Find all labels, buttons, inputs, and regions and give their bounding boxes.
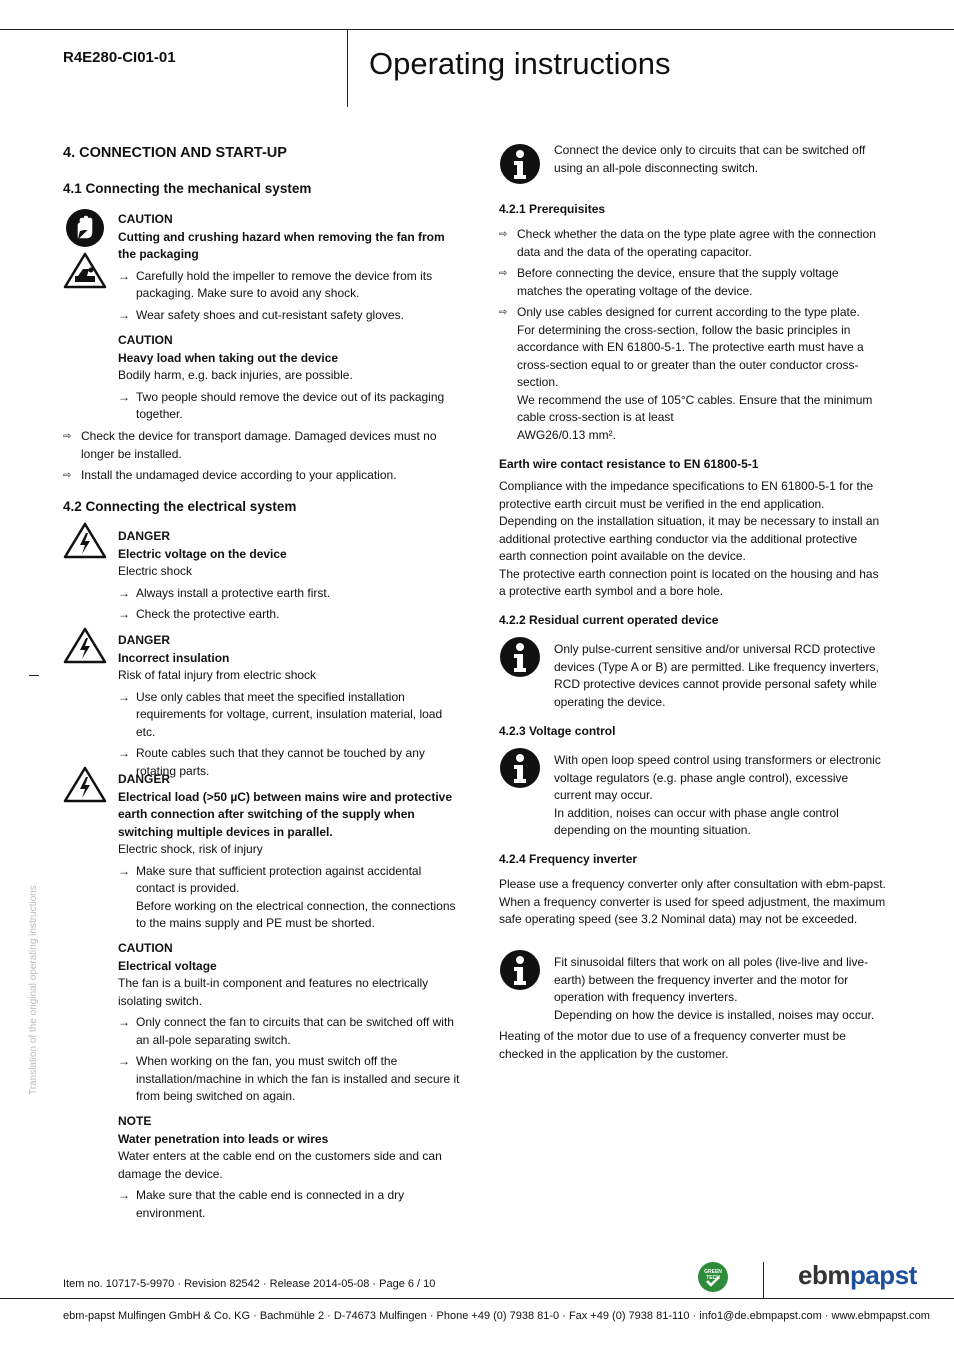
note-text: Water enters at the cable end on the customers side and can damage the device. [118,1149,442,1181]
caution-title: Heavy load when taking out the device [118,350,339,365]
instruction-item: → Make sure that sufficient protection against accidental contact is provided. Before working on the electrical connection, the connections to the mains supply and PE must be shorted. [118,863,456,930]
danger-title: Incorrect insulation [118,650,230,665]
info-switch-text: Connect the device only to circuits that can be switched off using an all-pole disconnecting switch. [554,143,866,175]
subsection-4-2: 4.2 Connecting the electrical system [63,499,297,514]
instruction-item: → Wear safety shoes and cut-resistant safety gloves. [118,307,404,322]
instruction-item: → Make sure that the cable end is connected in a dry environment. [118,1188,405,1220]
header-rule [0,29,954,30]
caution-cutting-block [118,211,463,324]
crushing-hazard-icon [63,252,107,290]
caution-title: Electrical voltage [118,958,217,973]
note-label: NOTE [118,1114,152,1128]
section-title: 4. CONNECTION AND START-UP [63,145,287,161]
note-title: Water penetration into leads or wires [118,1131,329,1146]
danger-voltage-block [118,528,463,624]
bullet-item: ⇨ Check whether the data on the type plate agree with the connection data and the data of the operating capacitor. [499,227,876,259]
instruction-item: → Two people should remove the device out of its packaging together. [118,389,445,421]
svg-text:TECH: TECH [706,1275,720,1281]
danger-insulation-block [118,632,463,780]
electric-hazard-icon [63,522,107,560]
subsection-4-2-4: 4.2.4 Frequency inverter [499,852,638,866]
caution-label: CAUTION [118,333,173,347]
gloves-icon [65,208,105,248]
green-tech-badge-icon [697,1261,729,1293]
subsection-4-2-2: 4.2.2 Residual current operated device [499,613,719,627]
subsection-4-2-1: 4.2.1 Prerequisites [499,202,606,216]
info-icon [499,949,541,991]
motor-heating-text: Heating of the motor due to use of a frequency converter must be checked in the application by the customer. [499,1029,846,1061]
caution-text: Bodily harm, e.g. back injuries, are possible. [118,368,353,382]
instruction-item: → Route cables such that they cannot be touched by any rotating parts. [118,746,425,778]
danger-electrical-load-block [118,771,463,933]
margin-tick [29,675,39,676]
company-address: ebm-papst Mulfingen GmbH & Co. KG · Bachmühle 2 · D-74673 Mulfingen · Phone +49 (0) 7938 81-0 · Fax +49 (0) 7938 81-110 · info1@de.ebmpapst.com · www.ebmpapst.com [63,1310,930,1322]
ebmpapst-logo: ebmpapst [798,1260,917,1290]
logo-divider [763,1262,764,1298]
danger-text: Electric shock [118,564,193,578]
subsection-4-1: 4.1 Connecting the mechanical system [63,181,312,196]
bullet-item: ⇨ Before connecting the device, ensure that the supply voltage matches the operating voltage of the device. [499,266,839,298]
prerequisites-list [499,226,887,444]
header-divider [347,30,348,107]
side-note: Translation of the original operating instructions [28,885,39,1095]
instruction-item: → Check the protective earth. [118,607,280,621]
danger-label: DANGER [118,529,171,543]
caution-title: Cutting and crushing hazard when removing the fan from the packaging [118,229,445,261]
voltage-control-text: With open loop speed control using transformers or electronic voltage regulators (e.g. phase angle control), excessive current may occur. In addition, noises can occur with phase angle control depending on the mounting situation. [554,753,881,837]
note-water-block [118,1113,463,1222]
subsection-4-2-3: 4.2.3 Voltage control [499,724,616,738]
caution-label: CAUTION [118,212,173,226]
bullet-item: ⇨ Only use cables designed for current according to the type plate. For determining the cross-section, follow the basic principles in accordance with EN 61800-5-1. The protective earth must have a cross-section equal to or greater than the outer conductor cross-section. We recommend the use of 105°C cables. Ensure that the minimum cable cross-section is at least AWG26/0.13 mm². [499,305,873,442]
earth-heading: Earth wire contact resistance to EN 61800-5-1 [499,457,759,471]
electric-hazard-icon [63,766,107,804]
caution-text: The fan is a built-in component and features no electrically isolating switch. [118,976,429,1008]
instruction-item: → Only connect the fan to circuits that can be switched off with an all-pole separating switch. [118,1015,454,1047]
electric-hazard-icon [63,627,107,665]
danger-label: DANGER [118,772,171,786]
document-title: Operating instructions [369,46,671,81]
sinusoidal-filter-text: Fit sinusoidal filters that work on all poles (live-live and live-earth) between the frequency inverter and the motor for operation with frequency inverters. Depending on how the device is installed, noises may occur. [554,955,875,1022]
info-icon [499,636,541,678]
danger-text: Risk of fatal injury from electric shock [118,668,317,682]
info-icon [499,143,541,185]
caution-heavy-block [118,332,463,424]
instruction-item: → Carefully hold the impeller to remove the device from its packaging. Make sure to avoid any shock. [118,268,433,300]
danger-label: DANGER [118,633,171,647]
caution-electrical-block [118,940,463,1106]
info-icon [499,747,541,789]
svg-text:GREEN: GREEN [704,1269,722,1275]
model-number: R4E280-CI01-01 [63,49,176,66]
item-number: Item no. 10717-5-9970 · Revision 82542 · Release 2014-05-08 · Page 6 / 10 [63,1278,436,1290]
instruction-item: → Use only cables that meet the specified installation requirements for voltage, current, insulation material, load etc. [118,689,443,739]
frequency-inverter-text: Please use a frequency converter only after consultation with ebm-papst. When a frequency converter is used for speed adjustment, the maximum safe operating speed (see 3.2 Nominal data) may not be exceeded. [499,877,886,926]
footer-rule [0,1298,954,1299]
earth-text: Compliance with the impedance specifications to EN 61800-5-1 for the protective earth circuit must be verified in the end application. Depending on the installation situation, it may be necessary to install an additional protective earthing conductor via the additional protective earth connection point available on the device. The protective earth connection point is located on the housing and has a protective earth symbol and a bore hole. [499,479,880,598]
instruction-item: → When working on the fan, you must switch off the installation/machine in which the fan is installed and secure it from being switched on again. [118,1054,460,1103]
instruction-item: → Always install a protective earth first. [118,585,331,600]
bullet-list-4-1 [63,428,453,485]
caution-label: CAUTION [118,941,173,955]
danger-title: Electric voltage on the device [118,546,287,561]
danger-title: Electrical load (>50 µC) between mains wire and protective earth connection after switching of the supply when switching multiple devices in parallel. [118,789,453,839]
bullet-item: ⇨ Install the undamaged device according to your application. [63,468,397,482]
danger-text: Electric shock, risk of injury [118,842,263,856]
rcd-text: Only pulse-current sensitive and/or universal RCD protective devices (Type A or B) are permitted. Like frequency inverters, RCD protective devices cannot provide personal safety while operating the device. [554,642,879,709]
bullet-item: ⇨ Check the device for transport damage. Damaged devices must no longer be installed. [63,429,437,461]
